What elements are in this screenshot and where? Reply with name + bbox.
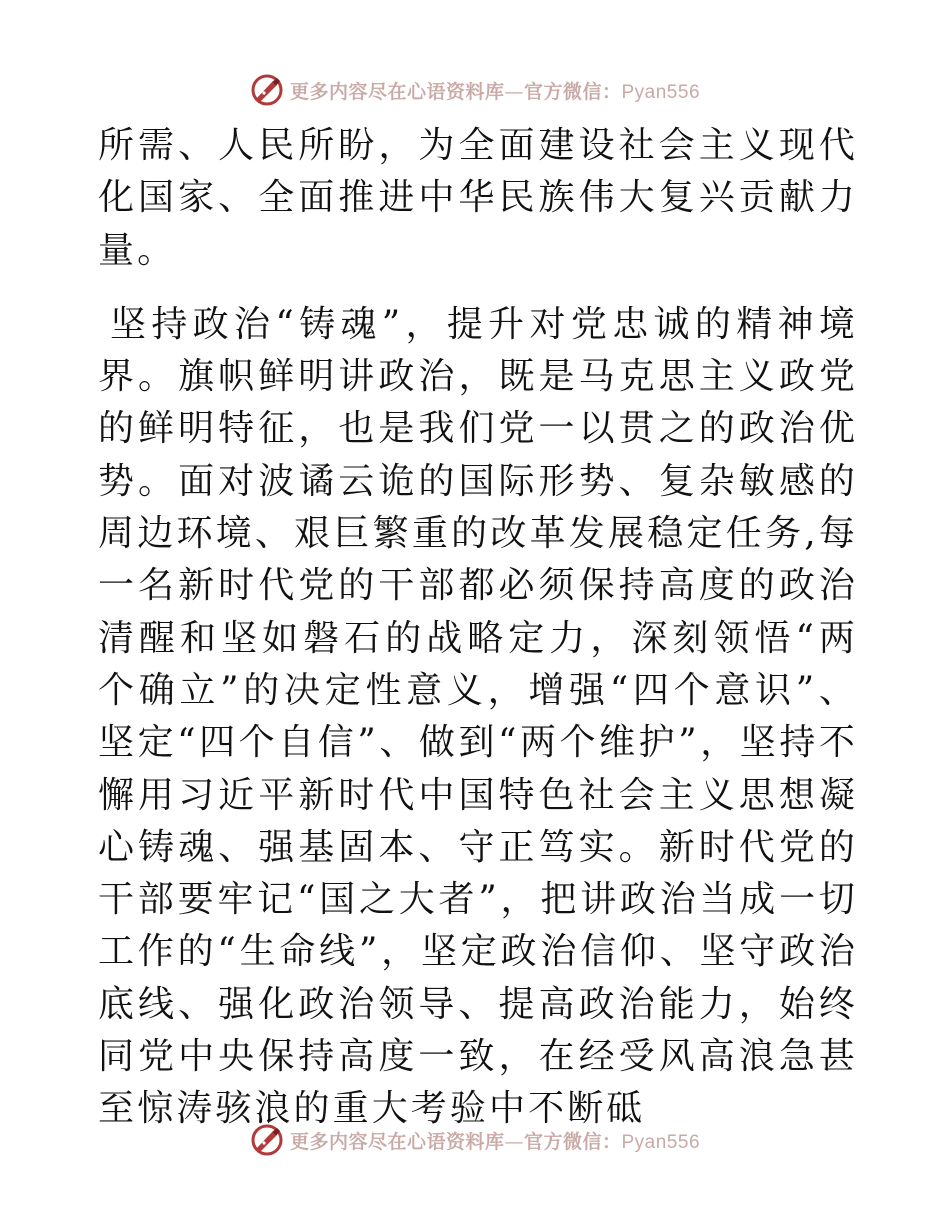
watermark-wechat-id: Pyan556 (621, 1131, 701, 1153)
pen-nib-circle-icon (250, 73, 284, 107)
watermark-official-label: 官方微信： (523, 80, 622, 103)
watermark-separator: — (504, 1130, 524, 1153)
pen-nib-circle-icon (250, 1123, 284, 1157)
watermark-official-label: 官方微信： (523, 1130, 622, 1153)
paragraph-1: 所需、人民所盼，为全面建设社会主义现代化国家、全面推进中华民族伟大复兴贡献力量。 (98, 125, 858, 271)
footer-watermark (0, 1120, 950, 1160)
document-body (98, 120, 858, 1136)
watermark-text (290, 77, 700, 104)
header-watermark (0, 70, 950, 110)
watermark-brand: 更多内容尽在心语资料库 (289, 80, 505, 103)
paragraph-2: 坚持政治“铸魂”，提升对党忠诚的精神境界。旗帜鲜明讲政治，既是马克思主义政党的鲜明特征，也是我们党一以贯之的政治优势。面对波谲云诡的国际形势、复杂敏感的周边环境、艰巨繁重的改革发展稳定任务,每一名新时代党的干部都必须保持高度的政治清醒和坚如磐石的战略定力，深刻领悟“两个确立”的决定性意义，增强“四个意识”、坚定“四个自信”、做到“两个维护”，坚持不懈用习近平新时代中国特色社会主义思想凝心铸魂、强基固本、守正笃实。新时代党的干部要牢记“国之大者”，把讲政治当成一切工作的“生命线”，坚定政治信仰、坚守政治底线、强化政治领导、提高政治能力，始终同党中央保持高度一致，在经受风高浪急甚至惊涛骇浪的重大考验中不断砥 (98, 303, 858, 1130)
watermark-text (290, 1127, 700, 1154)
watermark-brand: 更多内容尽在心语资料库 (289, 1130, 505, 1153)
watermark-wechat-id: Pyan556 (621, 81, 701, 103)
watermark-separator: — (504, 80, 524, 103)
